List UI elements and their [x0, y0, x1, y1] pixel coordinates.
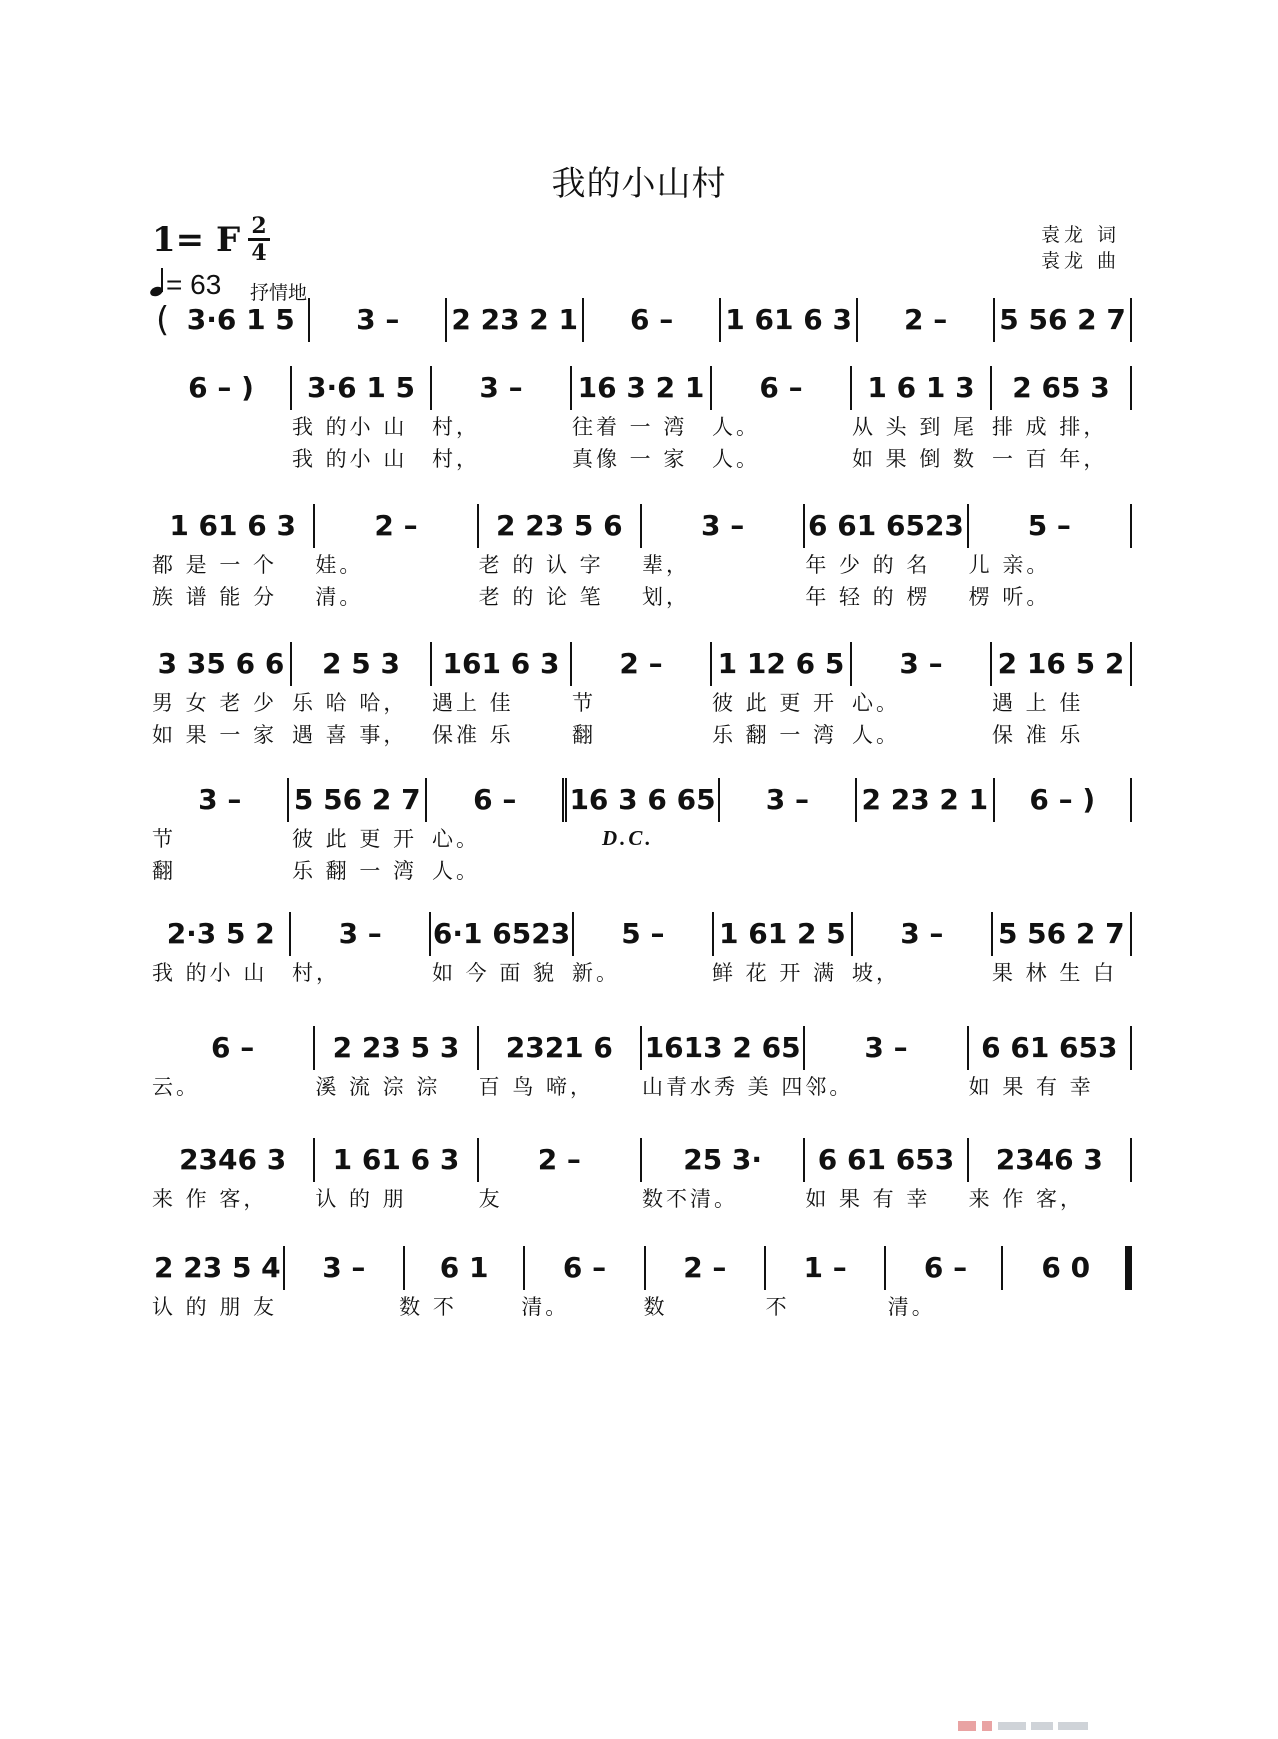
lyric-line: [152, 956, 1132, 988]
measure: 2 23 2 1: [857, 778, 994, 822]
lyric-segment: 如 果 一 家: [152, 723, 278, 747]
lyric-segment: 楞 听。: [968, 585, 1051, 609]
measure: 6 – ): [995, 778, 1132, 822]
lyric-line: [152, 548, 1132, 580]
measure: 3 –: [853, 912, 992, 956]
lyric-segment: 云。: [152, 1075, 200, 1099]
measure: 5 –: [574, 912, 713, 956]
lyric-segment: 山青水秀 美 四: [641, 1075, 806, 1099]
measure: 1 12 6 5: [712, 642, 852, 686]
da-capo-marking: D.C.: [602, 825, 654, 850]
expression-marking: 抒情地: [250, 282, 308, 304]
lyric-segment: 我 的小 山: [292, 415, 408, 439]
watermark-logo: [958, 1715, 1158, 1733]
staff-system: [152, 1130, 1132, 1214]
measure: 16 3 2 1: [572, 366, 712, 410]
measure: 1 61 2 5: [714, 912, 853, 956]
lyric-segment: 数: [643, 1295, 668, 1319]
lyric-segment: 数 不: [399, 1295, 457, 1319]
staff-system: [152, 290, 1132, 342]
measure: 6 61 653: [969, 1026, 1132, 1070]
measure: 5 –: [969, 504, 1132, 548]
staff-system: [152, 496, 1132, 612]
lyric-segment: 心。: [852, 691, 900, 715]
lyric-line: [152, 1182, 1132, 1214]
lyric-segment: 清。: [887, 1295, 936, 1319]
lyric-segment: 清。: [315, 585, 364, 609]
lyric-segment: 果 林 生 白: [992, 961, 1118, 985]
lyric-segment: 新。: [572, 961, 620, 985]
staff-system: [152, 358, 1132, 474]
lyric-segment: 村，: [432, 415, 480, 439]
lyric-segment: 划，: [641, 585, 690, 609]
measure: 3 –: [310, 298, 447, 342]
measure: 6 –: [152, 1026, 315, 1070]
measure: 1 61 6 3: [315, 1138, 478, 1182]
measure: 1 61 6 3: [721, 298, 858, 342]
lyric-segment: 如 果 有 幸: [805, 1187, 931, 1211]
time-signature: [248, 215, 270, 264]
measure: 6 1: [405, 1246, 525, 1290]
lyric-segment: 溪 流 淙 淙: [315, 1075, 441, 1099]
measure: 2 –: [479, 1138, 642, 1182]
lyric-segment: 保准 乐: [432, 723, 514, 747]
lyric-segment: 我 的小 山: [152, 961, 268, 985]
measure: 3 35 6 6: [152, 642, 292, 686]
lyric-segment: 翻: [572, 723, 596, 747]
lyric-segment: 乐 翻 一 湾: [292, 859, 418, 883]
lyric-segment: 遇上 佳: [432, 691, 514, 715]
notation-row: [152, 1018, 1132, 1070]
measure: 2·3 5 2: [152, 912, 291, 956]
lyric-segment: [572, 826, 712, 851]
lyric-segment: 人。: [852, 723, 900, 747]
measure: 2 23 5 3: [315, 1026, 478, 1070]
lyric-segment: 排 成 排，: [992, 415, 1108, 439]
lyric-line: [152, 686, 1132, 718]
lyric-line: [152, 822, 1132, 854]
measure: 1 61 6 3: [152, 504, 315, 548]
time-signature-bottom: 4: [251, 240, 267, 266]
tempo-value: = 63: [166, 269, 222, 300]
measure: 6 –: [584, 298, 721, 342]
lyric-segment: 鲜 花 开 满: [712, 961, 838, 985]
lyric-segment: 节: [572, 691, 596, 715]
measure: 3 –: [852, 642, 992, 686]
measure: 3 –: [291, 912, 430, 956]
staff-system: [152, 770, 1132, 886]
measure: 2 –: [858, 298, 995, 342]
lyric-segment: 一 百 年，: [992, 447, 1108, 471]
lyric-segment: 坡，: [852, 961, 900, 985]
lyric-segment: 我 的小 山: [292, 447, 408, 471]
notation-row: [152, 358, 1132, 410]
lyric-segment: 百 鸟 啼，: [478, 1075, 595, 1099]
notation-row: [152, 904, 1132, 956]
lyric-line: [152, 580, 1132, 612]
lyric-segment: 老 的 论 笔: [478, 585, 604, 609]
lyric-segment: 辈，: [641, 553, 690, 577]
notation-row: [152, 634, 1132, 686]
measure: 1 –: [766, 1246, 886, 1290]
lyric-segment: 认 的 朋 友: [152, 1295, 278, 1319]
time-signature-top: 2: [251, 213, 267, 239]
lyric-segment: 如 今 面 貌: [432, 961, 558, 985]
measure: 5 56 2 7: [289, 778, 426, 822]
measure: 3·6 1 5: [173, 298, 310, 342]
lyric-line: [152, 1070, 1132, 1102]
notation-row: [152, 1238, 1132, 1290]
lyric-segment: 从 头 到 尾: [852, 415, 978, 439]
measure: 3 –: [285, 1246, 405, 1290]
notation-row: [152, 770, 1132, 822]
lyric-segment: 真像 一 家: [572, 447, 688, 471]
lyric-segment: 心。: [432, 827, 480, 851]
measure: 2 5 3: [292, 642, 432, 686]
lyric-segment: 彼 此 更 开: [292, 827, 418, 851]
measure: 1613 2 65: [642, 1026, 805, 1070]
measure: 6·1 6523: [431, 912, 574, 956]
lyric-segment: 认 的 朋: [315, 1187, 407, 1211]
lyric-segment: 友: [478, 1187, 503, 1211]
lyric-segment: 节: [152, 827, 176, 851]
lyric-segment: 人。: [432, 859, 480, 883]
lyric-segment: 村，: [292, 961, 340, 985]
measure: 6 –: [525, 1246, 645, 1290]
notation-row: [152, 290, 1132, 342]
lyric-segment: 彼 此 更 开: [712, 691, 838, 715]
lyric-line: [152, 410, 1132, 442]
measure: 2 16 5 2: [992, 642, 1132, 686]
staff-system: [152, 634, 1132, 750]
lyricist-credit: 袁龙 词: [1040, 224, 1120, 246]
lyric-segment: 人。: [712, 447, 760, 471]
measure: 2 23 2 1: [447, 298, 584, 342]
measure: 6 61 653: [805, 1138, 968, 1182]
lyric-segment: 保 准 乐: [992, 723, 1084, 747]
lyric-line: [152, 718, 1132, 750]
measure: 6 –: [427, 778, 567, 822]
lyric-segment: 老 的 认 字: [478, 553, 604, 577]
lyric-segment: 来 作 客，: [152, 1187, 268, 1211]
measure: 6 – ): [152, 366, 292, 410]
measure: 6 –: [712, 366, 852, 410]
repeat-bracket: (: [156, 300, 170, 340]
measure: 2 –: [315, 504, 478, 548]
measure: 2 –: [572, 642, 712, 686]
lyric-line: [152, 442, 1132, 474]
lyric-segment: 往着 一 湾: [572, 415, 688, 439]
measure: 1 6 1 3: [852, 366, 992, 410]
measure: 3·6 1 5: [292, 366, 432, 410]
lyric-segment: 儿 亲。: [968, 553, 1051, 577]
lyric-segment: 都 是 一 个: [152, 553, 278, 577]
measure: 161 6 3: [432, 642, 572, 686]
measure: 6 61 6523: [805, 504, 968, 548]
measure: 5 56 2 7: [995, 298, 1132, 342]
lyric-segment: 村，: [432, 447, 480, 471]
composer-credit: 袁龙 曲: [1040, 250, 1120, 272]
measure: 2346 3: [152, 1138, 315, 1182]
lyric-segment: 乐 哈 哈，: [292, 691, 408, 715]
measure: 2 23 5 6: [479, 504, 642, 548]
lyric-segment: 遇 上 佳: [992, 691, 1084, 715]
lyric-segment: 翻: [152, 859, 176, 883]
lyric-segment: 数不清。: [641, 1187, 738, 1211]
measure: 6 –: [886, 1246, 1006, 1290]
lyric-segment: 娃。: [315, 553, 364, 577]
measure: 2321 6: [479, 1026, 642, 1070]
lyric-segment: 遇 喜 事，: [292, 723, 408, 747]
measure: 16 3 6 65: [567, 778, 719, 822]
lyric-segment: 来 作 客，: [968, 1187, 1084, 1211]
lyric-segment: 邻。: [805, 1075, 854, 1099]
measure: 2 –: [646, 1246, 766, 1290]
song-title: 我的小山村: [551, 164, 727, 204]
measure: 25 3·: [642, 1138, 805, 1182]
staff-system: [152, 904, 1132, 988]
lyric-segment: 如 果 倒 数: [852, 447, 978, 471]
lyric-segment: 男 女 老 少: [152, 691, 278, 715]
key-signature: 1= F: [152, 220, 241, 260]
notation-row: [152, 496, 1132, 548]
lyric-line: [152, 854, 1132, 886]
measure: 5 56 2 7: [993, 912, 1132, 956]
measure: 3 –: [642, 504, 805, 548]
staff-system: [152, 1018, 1132, 1102]
lyric-segment: 乐 翻 一 湾: [712, 723, 838, 747]
measure: 2 65 3: [992, 366, 1132, 410]
lyric-segment: 如 果 有 幸: [968, 1075, 1094, 1099]
lyric-segment: 族 谱 能 分: [152, 585, 278, 609]
lyric-segment: 年 轻 的 楞: [805, 585, 931, 609]
measure: 2 23 5 4: [152, 1246, 285, 1290]
lyric-segment: 不: [765, 1295, 790, 1319]
notation-row: [152, 1130, 1132, 1182]
lyric-line: [152, 1290, 1132, 1322]
lyric-segment: 年 少 的 名: [805, 553, 931, 577]
lyric-segment: 清。: [521, 1295, 570, 1319]
measure: 3 –: [152, 778, 289, 822]
measure: 3 –: [432, 366, 572, 410]
measure: 6 0: [1007, 1246, 1132, 1290]
staff-system: [152, 1238, 1132, 1322]
measure: 3 –: [720, 778, 857, 822]
measure: 3 –: [805, 1026, 968, 1070]
measure: 2346 3: [969, 1138, 1132, 1182]
lyric-segment: 人。: [712, 415, 760, 439]
